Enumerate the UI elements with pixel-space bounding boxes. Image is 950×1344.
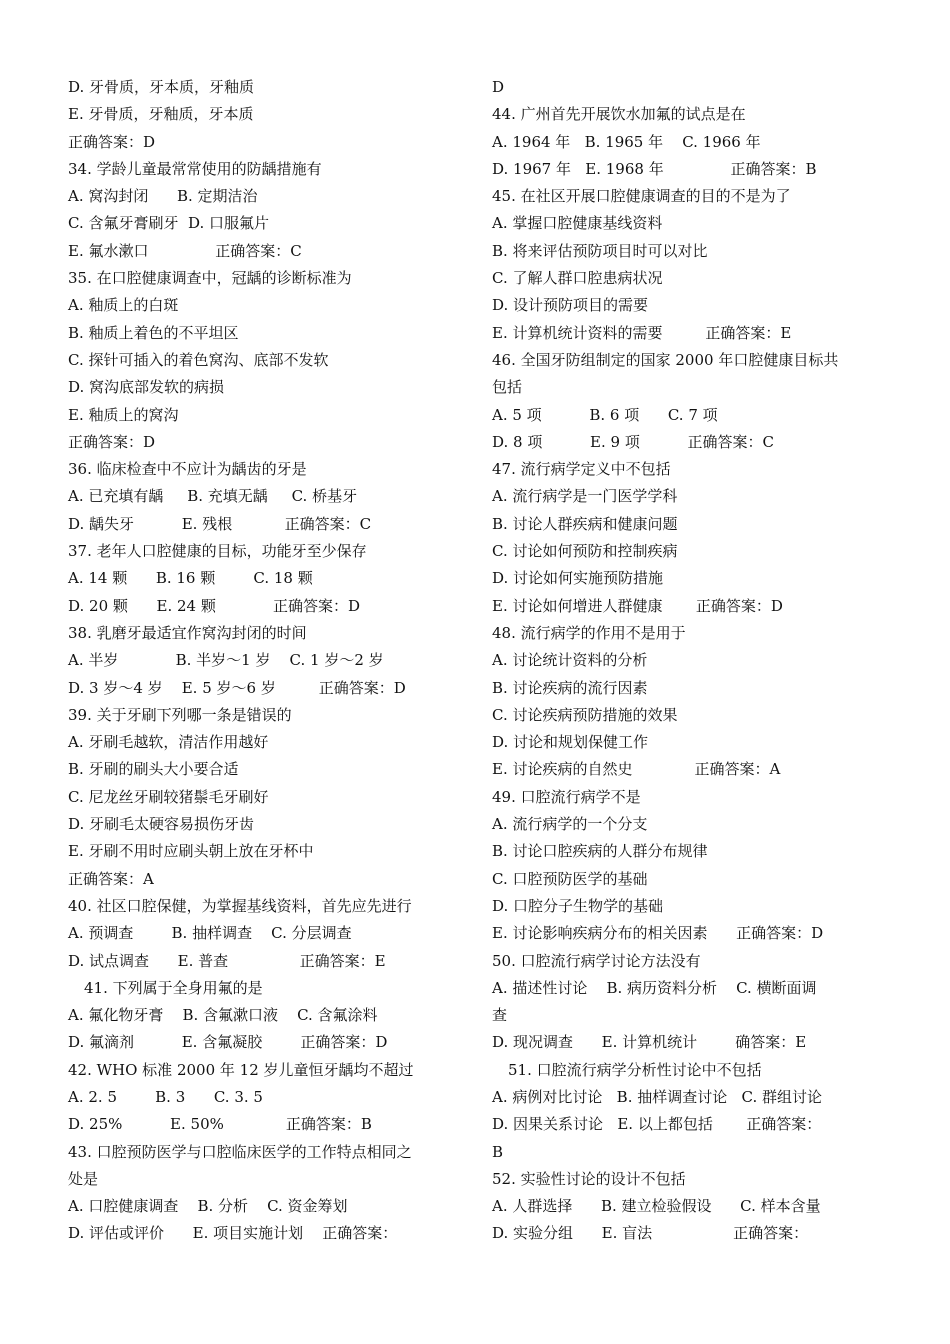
text-line: E. 釉质上的窝沟 <box>68 405 179 424</box>
text-line: 42. WHO 标准 2000 年 12 岁儿童恒牙龋均不超过 <box>68 1060 414 1079</box>
text-line: 35. 在口腔健康调查中，冠龋的诊断标准为 <box>68 269 352 288</box>
text-line: A. 描述性讨论 B. 病历资料分析 C. 横断面调 <box>492 978 817 997</box>
text-line: D. 20 颗 E. 24 颗 正确答案：D <box>68 596 361 615</box>
text-line: A. 氟化物牙膏 B. 含氟漱口液 C. 含氟涂料 <box>68 1006 378 1025</box>
text-line: 50. 口腔流行病学讨论方法没有 <box>492 951 701 970</box>
text-line: A. 预调查 B. 抽样调查 C. 分层调查 <box>68 924 352 943</box>
text-line: C. 口腔预防医学的基础 <box>492 869 648 888</box>
text-line: 48. 流行病学的作用不是用于 <box>492 623 686 642</box>
right-column <box>492 74 892 1248</box>
text-line: D. 1967 年 E. 1968 年 正确答案：B <box>492 159 817 178</box>
text-line: D <box>492 78 505 96</box>
text-line: D. 因果关系讨论 E. 以上都包括 正确答案： <box>492 1115 822 1134</box>
text-line: D. 实验分组 E. 盲法 正确答案： <box>492 1224 809 1243</box>
text-line: A. 掌握口腔健康基线资料 <box>492 214 663 233</box>
text-line: A. 2. 5 B. 3 C. 3. 5 <box>68 1087 263 1106</box>
text-line: 包括 <box>492 378 523 397</box>
text-line: B. 讨论人群疾病和健康问题 <box>492 514 678 533</box>
text-line: A. 病例对比讨论 B. 抽样调查讨论 C. 群组讨论 <box>492 1087 823 1106</box>
text-line: 39. 关于牙刷下列哪一条是错误的 <box>68 705 292 724</box>
text-line: C. 含氟牙膏刷牙 D. 口服氟片 <box>68 214 270 233</box>
text-line: 49. 口腔流行病学不是 <box>492 787 641 806</box>
text-line: 47. 流行病学定义中不包括 <box>492 460 671 479</box>
text-line: D. 8 项 E. 9 项 正确答案：C <box>492 432 774 451</box>
text-line: E. 牙刷不用时应刷头朝上放在牙杯中 <box>68 842 314 861</box>
text-line: 44. 广州首先开展饮水加氟的试点是在 <box>492 105 746 124</box>
text-line: 正确答案：A <box>68 869 154 888</box>
text-line: E. 计算机统计资料的需要 正确答案：E <box>492 323 792 342</box>
text-line: 45. 在社区开展口腔健康调查的目的不是为了 <box>492 187 791 206</box>
text-line: C. 讨论如何预防和控制疾病 <box>492 542 678 561</box>
text-line: A. 1964 年 B. 1965 年 C. 1966 年 <box>492 132 761 151</box>
text-line: D. 设计预防项目的需要 <box>492 296 649 315</box>
text-line: 查 <box>492 1006 508 1025</box>
text-line: D. 3 岁～4 岁 E. 5 岁～6 岁 正确答案：D <box>68 678 406 697</box>
text-line: C. 了解人群口腔患病状况 <box>492 269 663 288</box>
text-line: D. 口腔分子生物学的基础 <box>492 896 664 915</box>
text-line: 40. 社区口腔保健，为掌握基线资料，首先应先进行 <box>68 896 412 915</box>
text-line: E. 讨论影响疾病分布的相关因素 正确答案：D <box>492 924 824 943</box>
text-line: E. 讨论如何增进人群健康 正确答案：D <box>492 596 783 615</box>
text-line: A. 半岁 B. 半岁～1 岁 C. 1 岁～2 岁 <box>68 651 384 670</box>
text-line: 处是 <box>68 1169 99 1188</box>
text-line: A. 14 颗 B. 16 颗 C. 18 颗 <box>68 569 313 588</box>
text-line: 52. 实验性讨论的设计不包括 <box>492 1169 686 1188</box>
text-line: 38. 乳磨牙最适宜作窝沟封闭的时间 <box>68 623 307 642</box>
text-line: A. 牙刷毛越软，清洁作用越好 <box>68 733 269 752</box>
text-line: 43. 口腔预防医学与口腔临床医学的工作特点相同之 <box>68 1142 412 1161</box>
text-line: C. 尼龙丝牙刷较猪鬃毛牙刷好 <box>68 787 269 806</box>
text-line: 51. 口腔流行病学分析性讨论中不包括 <box>508 1060 762 1079</box>
text-line: A. 5 项 B. 6 项 C. 7 项 <box>492 405 718 424</box>
text-line: A. 口腔健康调查 B. 分析 C. 资金筹划 <box>68 1197 348 1216</box>
text-line: D. 评估或评价 E. 项目实施计划 正确答案： <box>68 1224 398 1243</box>
text-line: 36. 临床检查中不应计为龋齿的牙是 <box>68 460 307 479</box>
text-line: A. 人群选择 B. 建立检验假设 C. 样本含量 <box>492 1197 821 1216</box>
text-line: B. 将来评估预防项目时可以对比 <box>492 241 708 260</box>
text-line: 41. 下列属于全身用氟的是 <box>84 978 263 997</box>
text-line: 正确答案：D <box>68 432 156 451</box>
text-line: D. 25% E. 50% 正确答案：B <box>68 1115 372 1134</box>
text-line: B. 牙刷的刷头大小要合适 <box>68 760 239 779</box>
text-line: B. 讨论疾病的流行因素 <box>492 678 648 697</box>
text-line: A. 釉质上的白斑 <box>68 296 179 315</box>
text-line: 34. 学龄儿童最常常使用的防龋措施有 <box>68 159 322 178</box>
text-line: D. 牙骨质，牙本质，牙釉质 <box>68 78 255 96</box>
text-line: D. 氟滴剂 E. 含氟凝胶 正确答案：D <box>68 1033 388 1052</box>
text-line: D. 现况调查 E. 计算机统计 确答案：E <box>492 1033 807 1052</box>
text-line: B. 讨论口腔疾病的人群分布规律 <box>492 842 708 861</box>
text-line: A. 讨论统计资料的分析 <box>492 651 648 670</box>
text-line: D. 牙刷毛太硬容易损伤牙齿 <box>68 815 255 834</box>
text-line: D. 试点调查 E. 普查 正确答案：E <box>68 951 386 970</box>
text-line: D. 讨论如何实施预防措施 <box>492 569 664 588</box>
text-line: C. 讨论疾病预防措施的效果 <box>492 705 678 724</box>
text-line: D. 龋失牙 E. 残根 正确答案：C <box>68 514 372 533</box>
text-line: A. 流行病学的一个分支 <box>492 815 648 834</box>
left-column <box>68 74 468 1248</box>
text-line: A. 窝沟封闭 B. 定期洁治 <box>68 187 258 206</box>
text-line: 46. 全国牙防组制定的国家 2000 年口腔健康目标共 <box>492 350 839 369</box>
text-line: B. 釉质上着色的不平坦区 <box>68 323 239 342</box>
text-line: E. 氟水漱口 正确答案：C <box>68 241 302 260</box>
text-line: 正确答案：D <box>68 132 156 151</box>
text-line: D. 讨论和规划保健工作 <box>492 733 649 752</box>
text-line: C. 探针可插入的着色窝沟、底部不发软 <box>68 350 329 369</box>
text-line: D. 窝沟底部发软的病损 <box>68 378 225 397</box>
text-line: B <box>492 1142 504 1161</box>
text-line: A. 流行病学是一门医学学科 <box>492 487 678 506</box>
text-line: A. 已充填有龋 B. 充填无龋 C. 桥基牙 <box>68 487 358 506</box>
text-line: E. 牙骨质，牙釉质，牙本质 <box>68 105 254 124</box>
text-line: 37. 老年人口腔健康的目标，功能牙至少保存 <box>68 542 367 561</box>
text-line: E. 讨论疾病的自然史 正确答案：A <box>492 760 781 779</box>
